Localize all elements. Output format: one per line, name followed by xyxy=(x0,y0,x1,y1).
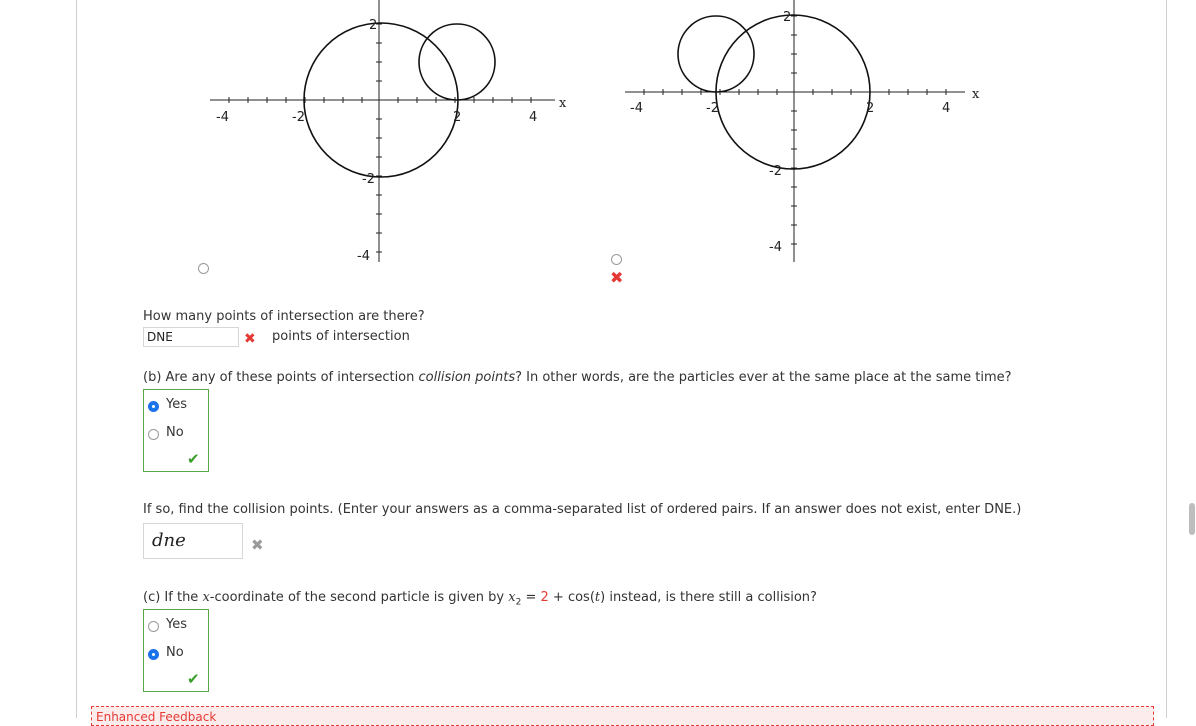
part-b-yes-label[interactable]: Yes xyxy=(166,397,187,412)
intersection-suffix: points of intersection xyxy=(272,329,410,344)
part-b-question-em: collision points xyxy=(418,370,516,385)
right-x-tick-label: 4 xyxy=(942,101,951,116)
left-y-tick-label: -4 xyxy=(357,249,370,264)
part-b-yes-radio[interactable] xyxy=(148,401,159,412)
intersection-count-value: DNE xyxy=(147,330,173,344)
part-c-var-x: x xyxy=(508,590,516,605)
graph-left-radio[interactable] xyxy=(198,263,209,274)
part-c-yes-label[interactable]: Yes xyxy=(166,617,187,632)
right-x-tick-label: -2 xyxy=(706,101,719,116)
part-c-eq: = xyxy=(521,590,541,605)
intersection-question: How many points of intersection are there? xyxy=(143,309,425,324)
left-x-tick-label: -4 xyxy=(216,110,229,125)
part-c-rest: + cos( xyxy=(548,590,595,605)
left-axis-label: x xyxy=(559,96,567,111)
collision-points-incorrect-icon: ✖ xyxy=(251,536,264,554)
scrollbar-thumb[interactable] xyxy=(1189,503,1195,535)
intersection-count-input[interactable] xyxy=(143,327,239,347)
left-y-tick-label: -2 xyxy=(362,172,375,187)
collision-points-value: dne xyxy=(152,530,186,551)
right-y-tick-label: -2 xyxy=(769,164,782,179)
part-b-choices xyxy=(143,389,209,472)
graph-right xyxy=(620,0,1000,270)
part-c-question-mid: -coordinate of the second particle is given by xyxy=(209,590,509,605)
left-x-tick-label: 2 xyxy=(453,110,462,125)
part-c-close: ) xyxy=(600,590,606,605)
part-c-num: 2 xyxy=(540,590,549,605)
part-c-question-end: instead, is there still a collision? xyxy=(605,590,817,605)
graph-right-radio[interactable] xyxy=(611,254,622,265)
part-b-question xyxy=(143,370,1012,385)
part-c-x: x xyxy=(202,590,210,605)
right-y-tick-label: -4 xyxy=(769,240,782,255)
part-c-no-radio[interactable] xyxy=(148,649,159,660)
part-b-question-end: ? In other words, are the particles ever at the same place at the same time? xyxy=(515,370,1012,385)
part-b-no-label[interactable]: No xyxy=(166,425,184,440)
right-x-tick-label: -4 xyxy=(630,101,643,116)
right-small-circle xyxy=(678,16,754,92)
part-b-correct-icon: ✔ xyxy=(187,450,200,468)
part-c-correct-icon: ✔ xyxy=(187,670,200,688)
left-y-tick-label: 2 xyxy=(369,18,378,33)
part-b-no-radio[interactable] xyxy=(148,429,159,440)
right-axis-label: x xyxy=(972,87,980,102)
enhanced-feedback-bar[interactable] xyxy=(91,706,1154,726)
collision-points-instructions: If so, find the collision points. (Enter your answers as a comma-separated list of ordered pairs. If an answer does not exist, enter DNE.) xyxy=(143,502,1022,517)
intersection-incorrect-icon: ✖ xyxy=(244,331,256,347)
part-c-no-label[interactable]: No xyxy=(166,645,184,660)
part-c-yes-radio[interactable] xyxy=(148,621,159,632)
enhanced-feedback-label: Enhanced Feedback xyxy=(96,710,217,724)
part-c-choices xyxy=(143,609,209,692)
left-x-tick-label: -2 xyxy=(292,110,305,125)
part-c-question xyxy=(143,590,817,608)
part-b-question-start: (b) Are any of these points of intersection xyxy=(143,370,419,385)
right-x-tick-label: 2 xyxy=(866,101,875,116)
part-c-question-start: (c) If the xyxy=(143,590,203,605)
left-x-tick-label: 4 xyxy=(529,110,538,125)
right-y-tick-label: 2 xyxy=(783,10,792,25)
part-c-t: t xyxy=(594,590,601,605)
graph-left xyxy=(205,0,585,270)
part-c-var-sub: 2 xyxy=(515,597,522,608)
graph-incorrect-icon: ✖ xyxy=(610,268,624,287)
collision-points-input[interactable] xyxy=(143,523,243,559)
